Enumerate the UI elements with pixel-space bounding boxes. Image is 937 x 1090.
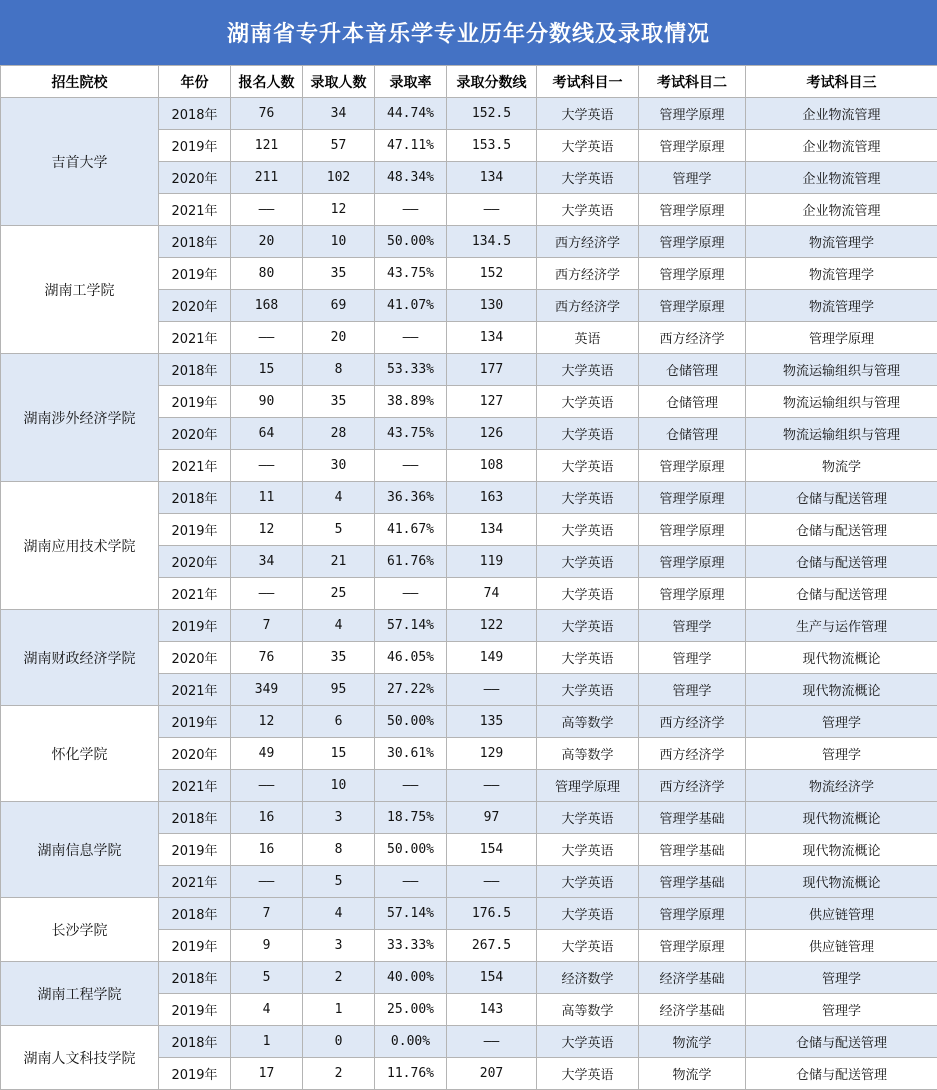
admitted-cell: 20 [303, 322, 375, 354]
cutoff-cell: 152 [447, 258, 537, 290]
subject-1-cell: 大学英语 [537, 866, 639, 898]
subject-3-cell: 企业物流管理 [746, 194, 937, 226]
cutoff-cell: 119 [447, 546, 537, 578]
rate-cell: 48.34% [375, 162, 447, 194]
rate-cell: —— [375, 322, 447, 354]
subject-1-cell: 大学英语 [537, 1026, 639, 1058]
year-cell: 2019年 [159, 258, 231, 290]
subject-2-cell: 仓储管理 [639, 354, 746, 386]
rate-cell: 47.11% [375, 130, 447, 162]
cutoff-cell: —— [447, 1026, 537, 1058]
cutoff-cell: 97 [447, 802, 537, 834]
cutoff-cell: 134 [447, 514, 537, 546]
year-cell: 2021年 [159, 450, 231, 482]
applicants-cell: —— [231, 578, 303, 610]
applicants-cell: 12 [231, 706, 303, 738]
subject-1-cell: 大学英语 [537, 386, 639, 418]
subject-2-cell: 仓储管理 [639, 418, 746, 450]
subject-1-cell: 大学英语 [537, 802, 639, 834]
rate-cell: 43.75% [375, 418, 447, 450]
year-cell: 2019年 [159, 130, 231, 162]
year-cell: 2021年 [159, 674, 231, 706]
subject-3-cell: 物流运输组织与管理 [746, 418, 937, 450]
table-row [1, 482, 937, 514]
cutoff-cell: 134 [447, 322, 537, 354]
rate-cell: 18.75% [375, 802, 447, 834]
year-cell: 2018年 [159, 802, 231, 834]
subject-1-cell: 英语 [537, 322, 639, 354]
subject-1-cell: 西方经济学 [537, 226, 639, 258]
rate-cell: —— [375, 194, 447, 226]
admitted-cell: 10 [303, 770, 375, 802]
subject-3-cell: 管理学 [746, 706, 937, 738]
year-cell: 2018年 [159, 1026, 231, 1058]
header-cutoff: 录取分数线 [447, 66, 537, 98]
subject-2-cell: 物流学 [639, 1026, 746, 1058]
subject-3-cell: 企业物流管理 [746, 162, 937, 194]
cutoff-cell: —— [447, 194, 537, 226]
year-cell: 2018年 [159, 226, 231, 258]
applicants-cell: 5 [231, 962, 303, 994]
applicants-cell: 64 [231, 418, 303, 450]
table-row [1, 610, 937, 642]
subject-2-cell: 西方经济学 [639, 322, 746, 354]
subject-3-cell: 供应链管理 [746, 930, 937, 962]
cutoff-cell: 153.5 [447, 130, 537, 162]
header-subject-1: 考试科目一 [537, 66, 639, 98]
subject-2-cell: 管理学原理 [639, 194, 746, 226]
cutoff-cell: 74 [447, 578, 537, 610]
subject-1-cell: 大学英语 [537, 194, 639, 226]
subject-3-cell: 仓储与配送管理 [746, 1058, 937, 1090]
cutoff-cell: 176.5 [447, 898, 537, 930]
admitted-cell: 35 [303, 258, 375, 290]
subject-3-cell: 管理学 [746, 994, 937, 1026]
rate-cell: 27.22% [375, 674, 447, 706]
subject-1-cell: 大学英语 [537, 450, 639, 482]
school-name-cell: 湖南应用技术学院 [1, 482, 159, 610]
cutoff-cell: 177 [447, 354, 537, 386]
subject-2-cell: 管理学原理 [639, 226, 746, 258]
year-cell: 2019年 [159, 706, 231, 738]
page-title: 湖南省专升本音乐学专业历年分数线及录取情况 [0, 0, 937, 65]
subject-3-cell: 现代物流概论 [746, 802, 937, 834]
applicants-cell: —— [231, 450, 303, 482]
year-cell: 2020年 [159, 162, 231, 194]
subject-1-cell: 大学英语 [537, 546, 639, 578]
year-cell: 2018年 [159, 98, 231, 130]
applicants-cell: 12 [231, 514, 303, 546]
rate-cell: —— [375, 866, 447, 898]
applicants-cell: 20 [231, 226, 303, 258]
rate-cell: 44.74% [375, 98, 447, 130]
subject-2-cell: 管理学原理 [639, 930, 746, 962]
admitted-cell: 35 [303, 642, 375, 674]
applicants-cell: 16 [231, 834, 303, 866]
applicants-cell: 211 [231, 162, 303, 194]
subject-1-cell: 大学英语 [537, 674, 639, 706]
applicants-cell: 7 [231, 898, 303, 930]
cutoff-cell: 108 [447, 450, 537, 482]
cutoff-cell: 129 [447, 738, 537, 770]
admitted-cell: 30 [303, 450, 375, 482]
admitted-cell: 28 [303, 418, 375, 450]
cutoff-cell: 154 [447, 962, 537, 994]
table-row [1, 706, 937, 738]
subject-1-cell: 高等数学 [537, 994, 639, 1026]
table-row [1, 354, 937, 386]
table-row [1, 226, 937, 258]
subject-3-cell: 仓储与配送管理 [746, 546, 937, 578]
year-cell: 2019年 [159, 610, 231, 642]
subject-2-cell: 西方经济学 [639, 706, 746, 738]
subject-2-cell: 西方经济学 [639, 738, 746, 770]
subject-3-cell: 仓储与配送管理 [746, 1026, 937, 1058]
school-name-cell: 湖南人文科技学院 [1, 1026, 159, 1090]
subject-3-cell: 仓储与配送管理 [746, 482, 937, 514]
subject-2-cell: 西方经济学 [639, 770, 746, 802]
subject-2-cell: 管理学基础 [639, 802, 746, 834]
subject-3-cell: 现代物流概论 [746, 834, 937, 866]
admitted-cell: 10 [303, 226, 375, 258]
cutoff-cell: 134 [447, 162, 537, 194]
year-cell: 2020年 [159, 290, 231, 322]
year-cell: 2019年 [159, 1058, 231, 1090]
admitted-cell: 35 [303, 386, 375, 418]
applicants-cell: 11 [231, 482, 303, 514]
applicants-cell: —— [231, 322, 303, 354]
applicants-cell: 349 [231, 674, 303, 706]
subject-2-cell: 管理学原理 [639, 130, 746, 162]
subject-2-cell: 管理学原理 [639, 546, 746, 578]
admitted-cell: 15 [303, 738, 375, 770]
admitted-cell: 0 [303, 1026, 375, 1058]
admission-table [0, 65, 937, 1090]
cutoff-cell: 134.5 [447, 226, 537, 258]
admitted-cell: 69 [303, 290, 375, 322]
applicants-cell: 121 [231, 130, 303, 162]
applicants-cell: 17 [231, 1058, 303, 1090]
table-row [1, 962, 937, 994]
rate-cell: 46.05% [375, 642, 447, 674]
header-subject-3: 考试科目三 [746, 66, 937, 98]
subject-1-cell: 西方经济学 [537, 290, 639, 322]
year-cell: 2019年 [159, 834, 231, 866]
admitted-cell: 8 [303, 834, 375, 866]
subject-2-cell: 管理学 [639, 610, 746, 642]
subject-2-cell: 管理学原理 [639, 482, 746, 514]
applicants-cell: 15 [231, 354, 303, 386]
year-cell: 2020年 [159, 418, 231, 450]
applicants-cell: 4 [231, 994, 303, 1026]
cutoff-cell: 207 [447, 1058, 537, 1090]
rate-cell: 41.07% [375, 290, 447, 322]
subject-3-cell: 企业物流管理 [746, 130, 937, 162]
subject-1-cell: 大学英语 [537, 162, 639, 194]
subject-1-cell: 管理学原理 [537, 770, 639, 802]
year-cell: 2020年 [159, 738, 231, 770]
cutoff-cell: —— [447, 866, 537, 898]
subject-1-cell: 高等数学 [537, 738, 639, 770]
rate-cell: 33.33% [375, 930, 447, 962]
subject-3-cell: 企业物流管理 [746, 98, 937, 130]
rate-cell: 57.14% [375, 898, 447, 930]
applicants-cell: 80 [231, 258, 303, 290]
admitted-cell: 1 [303, 994, 375, 1026]
subject-2-cell: 经济学基础 [639, 962, 746, 994]
subject-3-cell: 管理学原理 [746, 322, 937, 354]
table-row [1, 802, 937, 834]
cutoff-cell: 122 [447, 610, 537, 642]
subject-1-cell: 大学英语 [537, 578, 639, 610]
subject-1-cell: 大学英语 [537, 1058, 639, 1090]
year-cell: 2021年 [159, 194, 231, 226]
rate-cell: 50.00% [375, 834, 447, 866]
subject-1-cell: 大学英语 [537, 642, 639, 674]
applicants-cell: 7 [231, 610, 303, 642]
cutoff-cell: —— [447, 770, 537, 802]
applicants-cell: 1 [231, 1026, 303, 1058]
applicants-cell: 34 [231, 546, 303, 578]
subject-2-cell: 管理学原理 [639, 514, 746, 546]
header-year: 年份 [159, 66, 231, 98]
admitted-cell: 57 [303, 130, 375, 162]
rate-cell: 38.89% [375, 386, 447, 418]
subject-1-cell: 高等数学 [537, 706, 639, 738]
year-cell: 2019年 [159, 514, 231, 546]
admitted-cell: 5 [303, 514, 375, 546]
subject-2-cell: 管理学基础 [639, 866, 746, 898]
subject-3-cell: 管理学 [746, 738, 937, 770]
admitted-cell: 6 [303, 706, 375, 738]
rate-cell: —— [375, 450, 447, 482]
subject-3-cell: 物流经济学 [746, 770, 937, 802]
admitted-cell: 21 [303, 546, 375, 578]
year-cell: 2019年 [159, 994, 231, 1026]
subject-2-cell: 管理学原理 [639, 258, 746, 290]
applicants-cell: 16 [231, 802, 303, 834]
subject-3-cell: 物流运输组织与管理 [746, 386, 937, 418]
applicants-cell: 9 [231, 930, 303, 962]
subject-3-cell: 现代物流概论 [746, 674, 937, 706]
subject-3-cell: 物流管理学 [746, 258, 937, 290]
admitted-cell: 2 [303, 1058, 375, 1090]
school-name-cell: 湖南信息学院 [1, 802, 159, 898]
year-cell: 2021年 [159, 578, 231, 610]
admitted-cell: 12 [303, 194, 375, 226]
cutoff-cell: 149 [447, 642, 537, 674]
rate-cell: 50.00% [375, 706, 447, 738]
subject-1-cell: 大学英语 [537, 514, 639, 546]
rate-cell: 25.00% [375, 994, 447, 1026]
subject-3-cell: 物流管理学 [746, 290, 937, 322]
admitted-cell: 8 [303, 354, 375, 386]
subject-1-cell: 大学英语 [537, 930, 639, 962]
subject-3-cell: 物流运输组织与管理 [746, 354, 937, 386]
cutoff-cell: —— [447, 674, 537, 706]
year-cell: 2018年 [159, 898, 231, 930]
subject-2-cell: 管理学 [639, 162, 746, 194]
subject-3-cell: 现代物流概论 [746, 866, 937, 898]
rate-cell: 30.61% [375, 738, 447, 770]
admitted-cell: 102 [303, 162, 375, 194]
year-cell: 2020年 [159, 546, 231, 578]
school-name-cell: 长沙学院 [1, 898, 159, 962]
year-cell: 2019年 [159, 930, 231, 962]
subject-3-cell: 物流管理学 [746, 226, 937, 258]
subject-1-cell: 大学英语 [537, 610, 639, 642]
year-cell: 2018年 [159, 482, 231, 514]
subject-3-cell: 仓储与配送管理 [746, 578, 937, 610]
table-row [1, 98, 937, 130]
school-name-cell: 吉首大学 [1, 98, 159, 226]
admitted-cell: 34 [303, 98, 375, 130]
table-body [1, 98, 937, 1090]
subject-1-cell: 大学英语 [537, 898, 639, 930]
rate-cell: 43.75% [375, 258, 447, 290]
subject-3-cell: 供应链管理 [746, 898, 937, 930]
admitted-cell: 5 [303, 866, 375, 898]
subject-2-cell: 管理学 [639, 674, 746, 706]
admitted-cell: 4 [303, 482, 375, 514]
subject-1-cell: 经济数学 [537, 962, 639, 994]
admitted-cell: 95 [303, 674, 375, 706]
year-cell: 2018年 [159, 962, 231, 994]
rate-cell: 36.36% [375, 482, 447, 514]
cutoff-cell: 143 [447, 994, 537, 1026]
rate-cell: —— [375, 578, 447, 610]
subject-3-cell: 仓储与配送管理 [746, 514, 937, 546]
rate-cell: 61.76% [375, 546, 447, 578]
admitted-cell: 4 [303, 898, 375, 930]
admitted-cell: 4 [303, 610, 375, 642]
subject-1-cell: 大学英语 [537, 98, 639, 130]
subject-3-cell: 管理学 [746, 962, 937, 994]
subject-2-cell: 管理学原理 [639, 898, 746, 930]
school-name-cell: 湖南财政经济学院 [1, 610, 159, 706]
subject-3-cell: 生产与运作管理 [746, 610, 937, 642]
subject-2-cell: 管理学原理 [639, 98, 746, 130]
subject-2-cell: 管理学 [639, 642, 746, 674]
subject-1-cell: 大学英语 [537, 418, 639, 450]
year-cell: 2021年 [159, 322, 231, 354]
cutoff-cell: 267.5 [447, 930, 537, 962]
rate-cell: 53.33% [375, 354, 447, 386]
rate-cell: 50.00% [375, 226, 447, 258]
subject-1-cell: 西方经济学 [537, 258, 639, 290]
rate-cell: 41.67% [375, 514, 447, 546]
subject-2-cell: 管理学原理 [639, 450, 746, 482]
cutoff-cell: 130 [447, 290, 537, 322]
subject-1-cell: 大学英语 [537, 482, 639, 514]
applicants-cell: 76 [231, 98, 303, 130]
header-applicants: 报名人数 [231, 66, 303, 98]
subject-2-cell: 仓储管理 [639, 386, 746, 418]
applicants-cell: 76 [231, 642, 303, 674]
table-row [1, 1026, 937, 1058]
rate-cell: —— [375, 770, 447, 802]
subject-1-cell: 大学英语 [537, 354, 639, 386]
rate-cell: 11.76% [375, 1058, 447, 1090]
year-cell: 2019年 [159, 386, 231, 418]
applicants-cell: —— [231, 866, 303, 898]
cutoff-cell: 152.5 [447, 98, 537, 130]
year-cell: 2020年 [159, 642, 231, 674]
rate-cell: 0.00% [375, 1026, 447, 1058]
table-row [1, 898, 937, 930]
applicants-cell: 49 [231, 738, 303, 770]
subject-2-cell: 经济学基础 [639, 994, 746, 1026]
school-name-cell: 怀化学院 [1, 706, 159, 802]
subject-2-cell: 物流学 [639, 1058, 746, 1090]
admitted-cell: 2 [303, 962, 375, 994]
header-subject-2: 考试科目二 [639, 66, 746, 98]
header-admitted: 录取人数 [303, 66, 375, 98]
header-school: 招生院校 [1, 66, 159, 98]
admitted-cell: 3 [303, 930, 375, 962]
applicants-cell: 168 [231, 290, 303, 322]
school-name-cell: 湖南工程学院 [1, 962, 159, 1026]
year-cell: 2021年 [159, 770, 231, 802]
admitted-cell: 3 [303, 802, 375, 834]
applicants-cell: —— [231, 194, 303, 226]
cutoff-cell: 163 [447, 482, 537, 514]
cutoff-cell: 127 [447, 386, 537, 418]
subject-1-cell: 大学英语 [537, 130, 639, 162]
rate-cell: 40.00% [375, 962, 447, 994]
subject-2-cell: 管理学原理 [639, 578, 746, 610]
school-name-cell: 湖南工学院 [1, 226, 159, 354]
applicants-cell: 90 [231, 386, 303, 418]
rate-cell: 57.14% [375, 610, 447, 642]
cutoff-cell: 126 [447, 418, 537, 450]
cutoff-cell: 154 [447, 834, 537, 866]
header-row [1, 66, 937, 98]
subject-2-cell: 管理学基础 [639, 834, 746, 866]
year-cell: 2018年 [159, 354, 231, 386]
subject-3-cell: 现代物流概论 [746, 642, 937, 674]
subject-1-cell: 大学英语 [537, 834, 639, 866]
admitted-cell: 25 [303, 578, 375, 610]
cutoff-cell: 135 [447, 706, 537, 738]
applicants-cell: —— [231, 770, 303, 802]
header-rate: 录取率 [375, 66, 447, 98]
year-cell: 2021年 [159, 866, 231, 898]
subject-2-cell: 管理学原理 [639, 290, 746, 322]
school-name-cell: 湖南涉外经济学院 [1, 354, 159, 482]
subject-3-cell: 物流学 [746, 450, 937, 482]
